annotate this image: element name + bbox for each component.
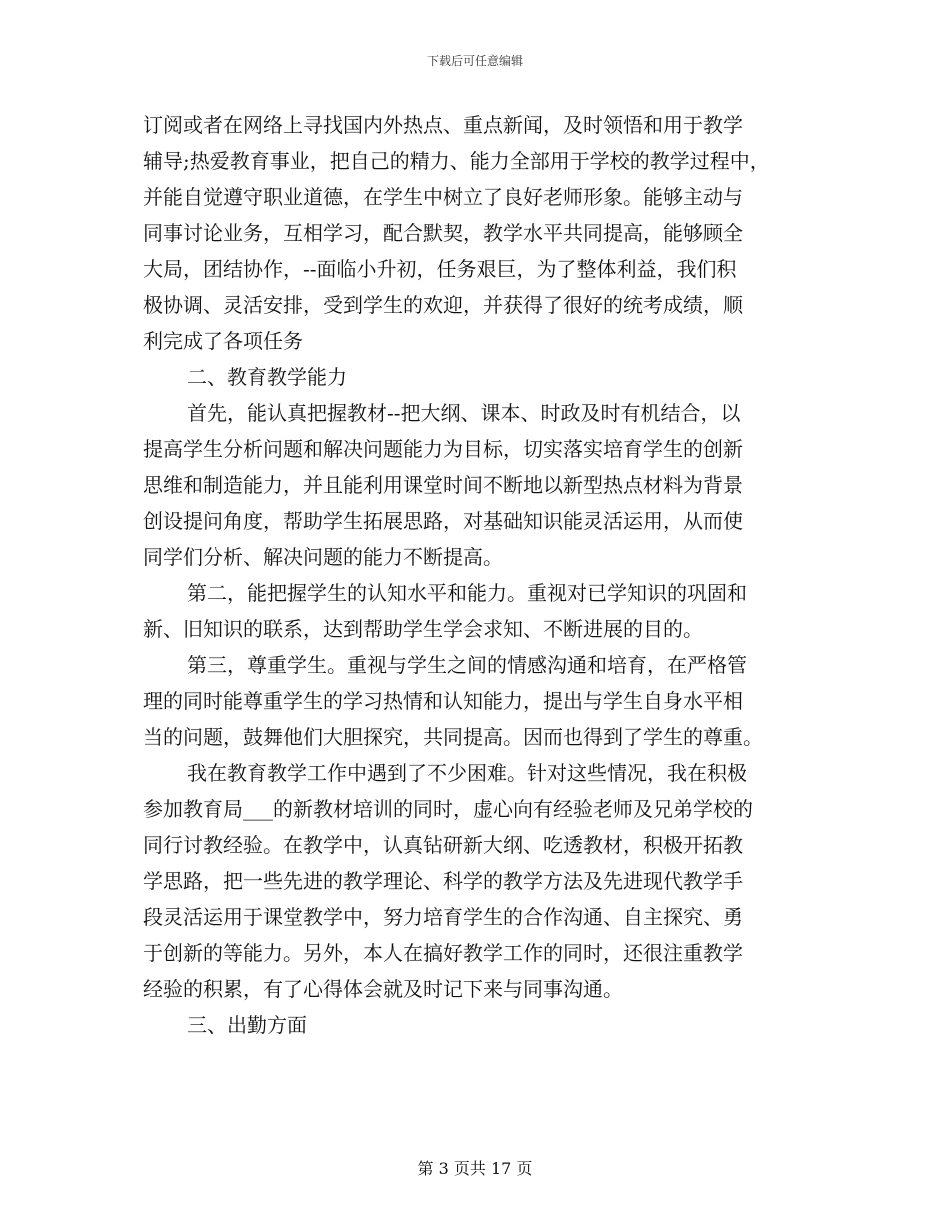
paragraph-line: 参加教育局___的新教材培训的同时，虚心向有经验老师及兄弟学校的 [143, 797, 753, 821]
paragraph-line: 并能自觉遵守职业道德，在学生中树立了良好老师形象。能够主动与 [143, 185, 743, 209]
paragraph-line: 辅导;热爱教育事业，把自己的精力、能力全部用于学校的教学过程中， [143, 149, 770, 173]
paragraph-line-indented: 三、出勤方面 [187, 1013, 307, 1037]
paragraph-line: 新、旧知识的联系，达到帮助学生学会求知、不断进展的目的。 [143, 617, 703, 641]
paragraph-line-indented: 首先，能认真把握教材--把大纲、课本、时政及时有机结合，以 [187, 401, 741, 425]
paragraph-line-indented: 我在教育教学工作中遇到了不少困难。针对这些情况，我在积极 [187, 761, 747, 785]
paragraph-line: 创设提问角度，帮助学生拓展思路，对基础知识能灵活运用，从而使 [143, 509, 743, 533]
paragraph-line-indented: 二、教育教学能力 [187, 365, 347, 389]
paragraph-line: 同行讨教经验。在教学中，认真钻研新大纲、吃透教材，积极开拓教 [143, 833, 743, 857]
page-number-footer: 第 3 页共 17 页 [417, 1159, 533, 1178]
document-body [143, 108, 815, 1044]
paragraph-line: 大局，团结协作，--面临小升初，任务艰巨，为了整体利益，我们积 [143, 257, 737, 281]
paragraph-line: 段灵活运用于课堂教学中，努力培育学生的合作沟通、自主探究、勇 [143, 905, 743, 929]
paragraph-line: 理的同时能尊重学生的学习热情和认知能力，提出与学生自身水平相 [143, 689, 743, 713]
paragraph-line: 极协调、灵活安排，受到学生的欢迎，并获得了很好的统考成绩，顺 [143, 293, 743, 317]
paragraph-line: 思维和制造能力，并且能利用课堂时间不断地以新型热点材料为背景 [143, 473, 743, 497]
page-header: 下载后可任意编辑 [426, 54, 523, 68]
paragraph-line: 于创新的等能力。另外，本人在搞好教学工作的同时，还很注重教学 [143, 941, 743, 965]
paragraph-line: 同学们分析、解决问题的能力不断提高。 [143, 545, 503, 569]
paragraph-line: 经验的积累，有了心得体会就及时记下来与同事沟通。 [143, 977, 623, 1001]
paragraph-line: 当的问题，鼓舞他们大胆探究，共同提高。因而也得到了学生的尊重。 [143, 725, 763, 749]
paragraph-line-indented: 第二，能把握学生的认知水平和能力。重视对已学知识的巩固和 [187, 581, 747, 605]
paragraph-line-indented: 第三，尊重学生。重视与学生之间的情感沟通和培育，在严格管 [187, 653, 747, 677]
paragraph-line: 订阅或者在网络上寻找国内外热点、重点新闻，及时领悟和用于教学 [143, 113, 743, 137]
paragraph-line: 学思路，把一些先进的教学理论、科学的教学方法及先进现代教学手 [143, 869, 743, 893]
paragraph-line: 同事讨论业务，互相学习，配合默契，教学水平共同提高，能够顾全 [143, 221, 743, 245]
paragraph-line: 利完成了各项任务 [143, 329, 303, 353]
paragraph-line: 提高学生分析问题和解决问题能力为目标，切实落实培育学生的创新 [143, 437, 743, 461]
